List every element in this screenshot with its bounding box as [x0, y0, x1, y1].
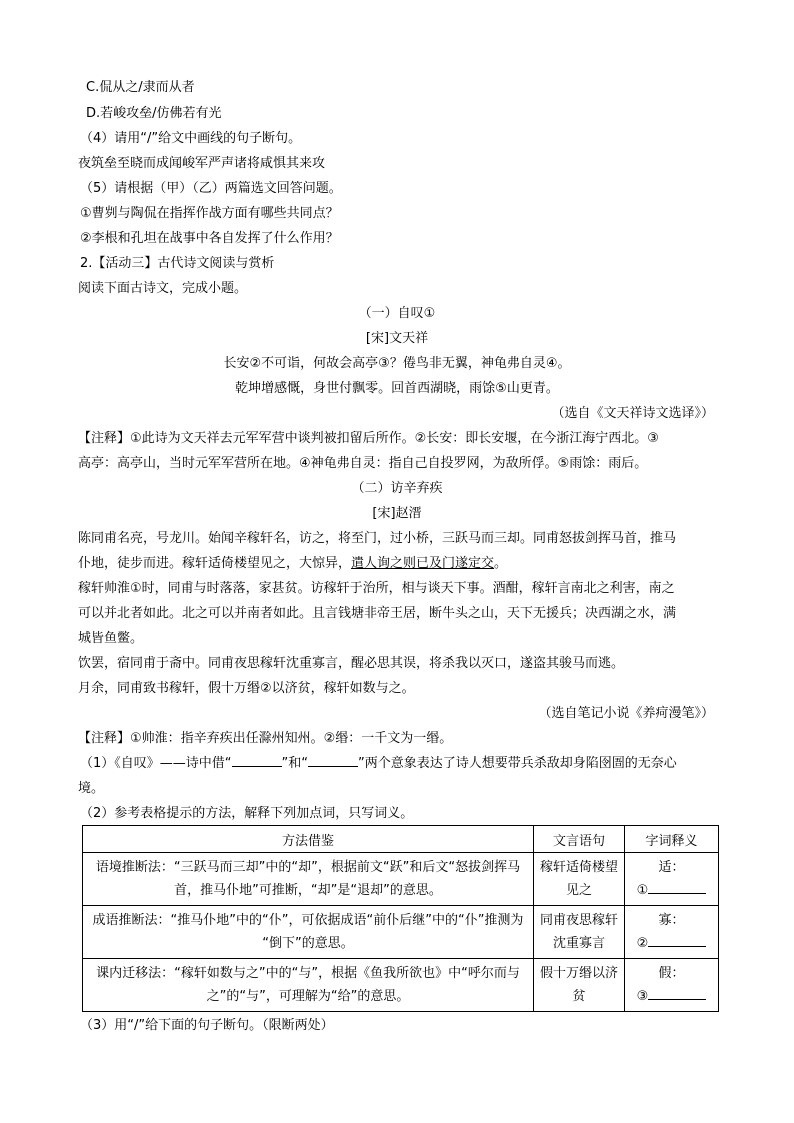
answer-blank[interactable] [648, 932, 706, 947]
poem-source: （选自《文天祥诗文选译》） [551, 406, 714, 421]
meaning-cell [625, 853, 719, 906]
target-word: 适： [658, 860, 685, 875]
poem-notes-line-2: 高亭：高亭山，当时元军军营所在地。④神龟弗自灵：指自己自投罗网，为敌所俘。⑤雨馀：雨后。 [78, 456, 648, 471]
sentence-text: 稼轩适倚楼望 [539, 860, 618, 875]
question-3: （3）用“/”给下面的句子断句。（限断两处） [80, 1018, 334, 1033]
table-row [83, 853, 719, 906]
poem-line-2: 乾坤增感慨，身世付飘零。回首西湖晓，雨馀⑤山更青。 [235, 381, 559, 396]
method-cell [83, 959, 534, 1012]
prose-source: （选自笔记小说《养疴漫笔》） [538, 706, 714, 721]
section-2-heading: 2.【活动三】古代诗文阅读与赏析 [80, 256, 275, 271]
poem-title: （一）自叹① [358, 306, 436, 321]
sentence-text: 同甫夜思稼轩 [539, 913, 618, 928]
sentence-text: 贫 [572, 989, 586, 1004]
answer-blank[interactable] [648, 879, 706, 894]
question-5-item-2: ②李根和孔坦在战事中各自发挥了什么作用？ [80, 231, 339, 246]
method-text: 之”的“与”，可理解为“给”的意思。 [206, 989, 410, 1004]
question-text: ”两个意象表达了诗人想要带兵杀敌却身陷囹圄的无奈心 [358, 756, 677, 771]
answer-number: ③ [636, 989, 649, 1004]
sentence-text: 假十万缗以济 [539, 966, 618, 981]
answer-blank-1[interactable] [232, 753, 282, 767]
meaning-cell [625, 959, 719, 1012]
table-row [83, 959, 719, 1012]
sentence-cell [534, 906, 625, 959]
prose-para-2-line-2: 可以并北者如此。北之可以并南者如此。且言钱塘非帝王居，断牛头之山，天下无援兵；决西湖之水，满 [78, 606, 677, 621]
header-sentence: 文言语句 [534, 826, 625, 853]
method-text: “倒下”的意思。 [262, 936, 354, 951]
poem-notes-line-1: 【注释】①此诗为文天祥去元军军营中谈判被扣留后所作。②长安：即长安堰，在今浙江海宁西北。③ [78, 431, 659, 446]
prose-para-1-line-2 [78, 553, 507, 575]
prose-para-2-line-1: 稼轩帅淮①时，同甫与时落落，家甚贫。访稼轩于治所，相与谈天下事。酒酣，稼轩言南北之利害，南之 [78, 581, 675, 596]
target-word: 寡： [658, 913, 685, 928]
method-cell [83, 853, 534, 906]
meaning-cell [625, 906, 719, 959]
method-text: 语境推断法：“三跃马而三却”中的“却”，根据前文“跃”和后文“怒拔剑挥马 [95, 860, 521, 875]
question-4-text: 夜筑垒至晓而成闻峻军严声诸将咸惧其来攻 [78, 156, 326, 171]
underlined-sentence: 遣人询之则已及门遂定交 [351, 556, 495, 571]
method-text: 成语推断法：“推马仆地”中的“仆”，可依据成语“前仆后继”中的“仆”推测为 [92, 913, 524, 928]
method-text: 首，推马仆地”可推断，“却”是“退却”的意思。 [174, 883, 442, 898]
header-meaning: 字词释义 [625, 826, 719, 853]
sentence-cell [534, 853, 625, 906]
poem-author: [宋]文天祥 [365, 331, 429, 346]
method-table [82, 825, 719, 1012]
question-text: ”和“ [281, 756, 308, 771]
question-text: （1）《自叹》——诗中借“ [80, 756, 232, 771]
prose-para-3: 饮罢，宿同甫于斋中。同甫夜思稼轩沈重寡言，醒必思其误，将杀我以灭口，遂盗其骏马而逃。 [78, 656, 625, 671]
question-1-end: 境。 [78, 781, 105, 796]
table-row [83, 906, 719, 959]
option-d: D.若峻攻垒/仿佛若有光 [86, 106, 222, 121]
question-1 [80, 753, 677, 775]
prose-notes: 【注释】①帅淮：指辛弃疾出任滁州知州。②缗：一千文为一缗。 [78, 731, 453, 746]
poem-line-1: 长安②不可诣，何故会高亭③？倦鸟非无翼，神龟弗自灵④。 [223, 356, 571, 371]
question-5: （5）请根据（甲）（乙）两篇选文回答问题。 [80, 181, 342, 196]
prose-para-4: 月余，同甫致书稼轩，假十万缗②以济贫，稼轩如数与之。 [78, 681, 415, 696]
method-text: 课内迁移法：“稼轩如数与之”中的“与”，根据《鱼我所欲也》中“呼尔而与 [96, 966, 520, 981]
sentence-text: 沈重寡言 [552, 936, 605, 951]
answer-blank-2[interactable] [308, 753, 358, 767]
table-header-row [83, 826, 719, 853]
prose-text: 仆地，徒步而进。稼轩适倚楼望见之，大惊异， [78, 556, 352, 571]
method-cell [83, 906, 534, 959]
header-method: 方法借鉴 [83, 826, 534, 853]
answer-number: ① [636, 883, 649, 898]
sentence-cell [534, 959, 625, 1012]
prose-para-2-line-3: 城皆鱼鳖。 [78, 631, 144, 646]
prose-author: [宋]赵溍 [372, 506, 422, 521]
option-c: C.侃从之/隶而从者 [86, 80, 195, 95]
question-2: （2）参考表格提示的方法，解释下列加点词，只写词义。 [80, 806, 414, 821]
punctuation: 。 [494, 556, 508, 571]
answer-number: ② [636, 936, 649, 951]
prose-title: （二）访辛弃疾 [351, 481, 443, 496]
prose-para-1-line-1: 陈同甫名亮，号龙川。始闻辛稼轩名，访之，将至门，过小桥，三跃马而三却。同甫怒拔剑挥马首，推马 [78, 531, 677, 546]
answer-blank[interactable] [648, 985, 706, 1000]
question-4: （4）请用“/”给文中画线的句子断句。 [80, 131, 302, 146]
sentence-text: 见之 [565, 883, 592, 898]
target-word: 假： [658, 966, 685, 981]
question-5-item-1: ①曹刿与陶侃在指挥作战方面有哪些共同点？ [80, 206, 339, 221]
section-intro: 阅读下面古诗文，完成小题。 [78, 281, 248, 296]
